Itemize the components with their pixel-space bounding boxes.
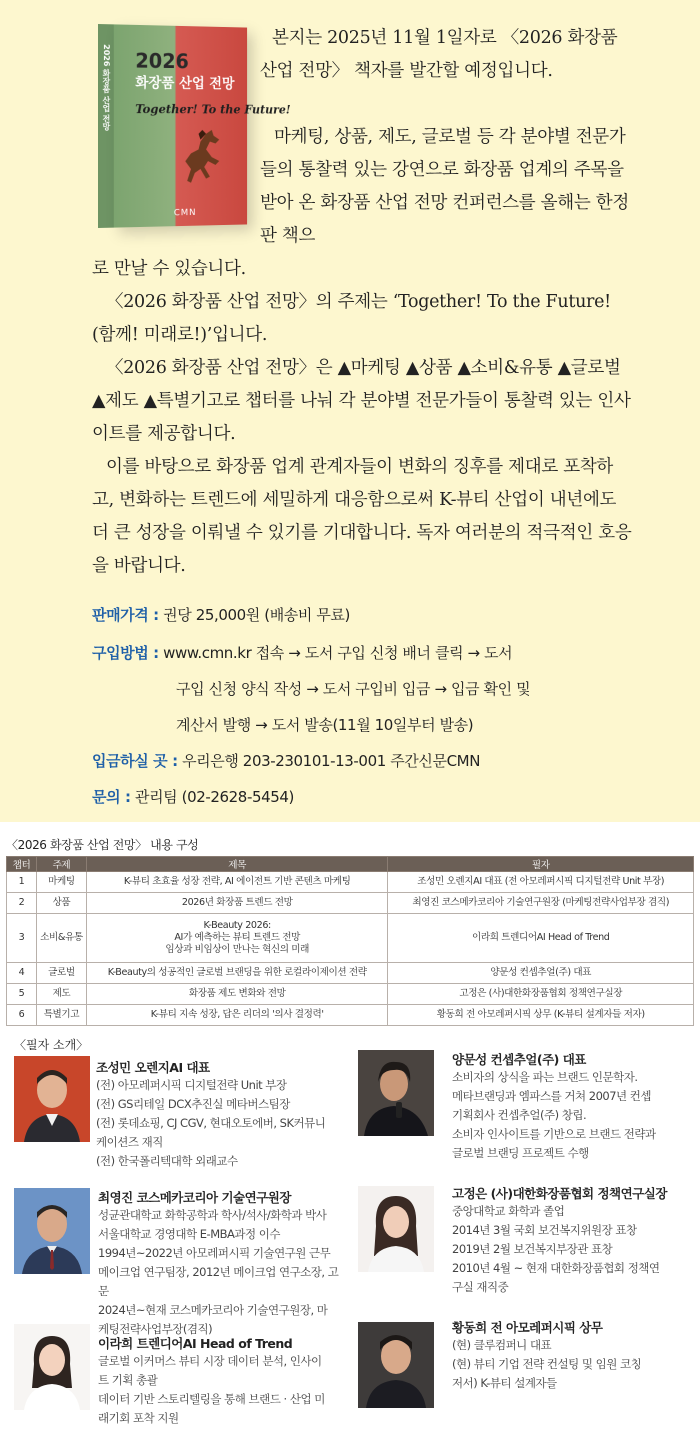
cell-chapter: 4 (7, 963, 37, 984)
author-bio-choi (98, 1206, 348, 1339)
cell-chapter: 3 (7, 914, 37, 963)
method-line-3: 계산서 발행 → 도서 발송(11월 10일부터 발송) (176, 716, 474, 734)
deposit-label: 입금하실 곳 : (92, 752, 178, 770)
cell-title: 2026년 화장품 트렌드 전망 (86, 893, 388, 914)
portrait-icon (14, 1324, 90, 1410)
cell-title: K-Beauty의 성공적인 글로벌 브랜딩을 위한 로컬라이제이션 전략 (86, 963, 388, 984)
bio-line: 구실 재직중 (452, 1280, 509, 1294)
intro-paragraph-3: 〈2026 화장품 산업 전망〉의 주제는 ‘Together! To the Future!(함께! 미래로!)’입니다. (92, 292, 611, 345)
book-brand: CMN (173, 208, 197, 219)
bio-line: 소비자 인사이트를 기반으로 브랜드 전략과 (452, 1127, 656, 1141)
bio-line: 케이션즈 재직 (96, 1135, 163, 1149)
bio-line: 글로벌 이커머스 뷰티 시장 데이터 분석, 인사이 (98, 1354, 322, 1368)
cell-author: 양문성 컨셉추얼(주) 대표 (388, 963, 694, 984)
portrait-icon (358, 1186, 434, 1272)
author-name-hwang: 황동희 전 아모레퍼시픽 상무 (452, 1320, 603, 1335)
bio-line: 2024년~현재 코스메카코리아 기술연구원장, 마 (98, 1303, 328, 1317)
intro-paragraph-2-cont: 로 만날 수 있습니다. (92, 259, 246, 279)
table-row (7, 984, 694, 1005)
author-bio-hwang (452, 1336, 696, 1393)
contents-table (6, 856, 694, 1026)
contact-label: 문의 : (92, 788, 131, 806)
book-title: 화장품 산업 전망 (135, 75, 235, 93)
cell-topic: 특별기고 (36, 1005, 86, 1026)
cell-chapter: 5 (7, 984, 37, 1005)
authors-section-title: 〈필자 소개〉 (14, 1038, 89, 1052)
book-year: 2026 (135, 48, 189, 74)
intro-paragraph-2: 마케팅, 상품, 제도, 글로벌 등 각 분야별 전문가들의 통찰력 있는 강연으로 화장품 업계의 주목을 받아 온 화장품 산업 전망 컨퍼런스를 올해는 한정판 책으 (260, 127, 629, 246)
bio-line: (현) 클루컴퍼니 대표 (452, 1338, 552, 1352)
bio-line: 글로벌 브랜딩 프로젝트 수행 (452, 1146, 589, 1160)
bio-line: 중앙대학교 화학과 졸업 (452, 1204, 565, 1218)
book-slogan: Together! To the Future! (135, 102, 291, 117)
intro-paragraph-1: 본지는 2025년 11월 1일자로 〈2026 화장품 산업 전망〉 책자를 발간할 예정입니다. (260, 28, 618, 81)
bio-line: (전) GS리테일 DCX추진실 메타버스팀장 (96, 1097, 290, 1111)
header-author: 필자 (388, 857, 694, 872)
portrait-icon (358, 1322, 434, 1408)
cell-topic: 소비&유통 (36, 914, 86, 963)
author-bio-lee (98, 1352, 348, 1428)
portrait-icon (14, 1188, 90, 1274)
method-line-1: www.cmn.kr 접속 → 도서 구입 신청 배너 클릭 → 도서 (163, 644, 513, 662)
cell-title-line: K-Beauty 2026: (203, 920, 271, 931)
author-bio-cho (96, 1076, 346, 1171)
bio-line: (전) 롯데쇼핑, CJ CGV, 현대오토에버, SK커뮤니 (96, 1116, 326, 1130)
bio-line: 데이터 기반 스토리텔링을 통해 브랜드 · 산업 미 (98, 1392, 325, 1406)
bio-line: 래기회 포착 지원 (98, 1411, 179, 1425)
method-label: 구입방법 : (92, 644, 159, 662)
cell-author: 최영진 코스메카코리아 기술연구원장 (마케팅전략사업부장 겸직) (388, 893, 694, 914)
cell-topic: 글로벌 (36, 963, 86, 984)
header-title: 제목 (86, 857, 388, 872)
author-bio-go (452, 1202, 696, 1297)
deposit-row (92, 750, 632, 771)
header-chapter: 챕터 (7, 857, 37, 872)
bio-line: 소비자의 상식을 파는 브랜드 인문학자. (452, 1070, 638, 1084)
contact-value: 관리팀 (02-2628-5454) (134, 788, 294, 806)
price-value: 권당 25,000원 (배송비 무료) (163, 606, 350, 624)
bio-line: (현) 뷰티 기업 전략 컨설팅 및 임원 코칭 (452, 1357, 642, 1371)
cell-author: 황동희 전 아모레퍼시픽 상무 (K-뷰티 설계자들 저자) (388, 1005, 694, 1026)
cell-author: 고정은 (사)대한화장품협회 정책연구실장 (388, 984, 694, 1005)
book-cover (114, 24, 291, 227)
book-spine (98, 24, 114, 228)
table-row (7, 963, 694, 984)
cell-title (86, 914, 388, 963)
author-name-go: 고정은 (사)대한화장품협회 정책연구실장 (452, 1186, 667, 1201)
cell-chapter: 2 (7, 893, 37, 914)
book-cover-image (98, 24, 291, 228)
author-photo-yang (358, 1050, 434, 1136)
intro-paragraph-5: 이를 바탕으로 화장품 업계 관계자들이 변화의 징후를 제대로 포착하고, 변화하는 트렌드에 세밀하게 대응함으로써 K-뷰티 산업이 내년에도 더 큰 성장을 이뤄낼 수 있기를 기대합니다. 독자 여러분의 적극적인 호응을 바랍니다. (92, 457, 632, 576)
bio-line: 트 기획 총괄 (98, 1373, 158, 1387)
cell-topic: 마케팅 (36, 872, 86, 893)
horse-icon (178, 128, 227, 187)
table-row (7, 914, 694, 963)
method-line-2: 구입 신청 양식 작성 → 도서 구입비 입금 → 입금 확인 및 (176, 680, 531, 698)
price-label: 판매가격 : (92, 606, 159, 624)
cell-chapter: 1 (7, 872, 37, 893)
bio-line: 2019년 2월 보건복지부장관 표창 (452, 1242, 613, 1256)
method-row (92, 642, 632, 663)
cell-author: 이라희 트렌디어AI Head of Trend (388, 914, 694, 963)
price-row (92, 604, 632, 625)
bio-line: (전) 아모레퍼시픽 디지털전략 Unit 부장 (96, 1078, 287, 1092)
table-row (7, 872, 694, 893)
author-photo-choi (14, 1188, 90, 1274)
cell-chapter: 6 (7, 1005, 37, 1026)
cell-author: 조성민 오렌지AI 대표 (전 아모레퍼시픽 디지털전략 Unit 부장) (388, 872, 694, 893)
header-topic: 주제 (36, 857, 86, 872)
bio-line: 2014년 3월 국회 보건복지위원장 표창 (452, 1223, 637, 1237)
table-caption: 〈2026 화장품 산업 전망〉 내용 구성 (6, 838, 199, 852)
cell-title-line: AI가 예측하는 뷰티 트렌드 전망 (174, 932, 300, 943)
author-photo-hwang (358, 1322, 434, 1408)
portrait-icon (14, 1056, 90, 1142)
author-bio-yang (452, 1068, 696, 1163)
bio-line: 저서) K-뷰티 설계자들 (452, 1376, 557, 1390)
cell-topic: 상품 (36, 893, 86, 914)
bio-line: 케팅전략사업부장(겸직) (98, 1322, 213, 1336)
author-photo-go (358, 1186, 434, 1272)
bio-line: 메이크업 연구팀장, 2012년 메이크업 연구소장, 고문 (98, 1265, 339, 1298)
cell-topic: 제도 (36, 984, 86, 1005)
cell-title-line: 임상과 비임상이 만나는 혁신의 미래 (165, 944, 309, 955)
bio-line: 성균관대학교 화학공학과 학사/석사/화학과 박사 (98, 1208, 327, 1222)
table-row (7, 1005, 694, 1026)
portrait-icon (358, 1050, 434, 1136)
author-name-choi: 최영진 코스메카코리아 기술연구원장 (98, 1190, 291, 1205)
cell-title: K-뷰티 지속 성장, 답은 리더의 '의사 결정력' (86, 1005, 388, 1026)
deposit-value: 우리은행 203-230101-13-001 주간신문CMN (182, 752, 481, 770)
author-name-cho: 조성민 오렌지AI 대표 (96, 1060, 210, 1075)
cell-title: 화장품 제도 변화와 전망 (86, 984, 388, 1005)
bio-line: (전) 한국폴리텍대학 외래교수 (96, 1154, 238, 1168)
author-photo-lee (14, 1324, 90, 1410)
bio-line: 기획회사 컨셉추얼(주) 창립. (452, 1108, 587, 1122)
bio-line: 서울대학교 경영대학 E-MBA과정 이수 (98, 1227, 280, 1241)
bio-line: 1994년~2022년 아모레퍼시픽 기술연구원 근무 (98, 1246, 331, 1260)
author-name-yang: 양문성 컨셉추얼(주) 대표 (452, 1052, 586, 1067)
intro-paragraph-4: 〈2026 화장품 산업 전망〉은 ▲마케팅 ▲상품 ▲소비&유통 ▲글로벌 ▲제도 ▲특별기고로 챕터를 나눠 각 분야별 전문가들이 통찰력 있는 인사이트를 제공합니다. (92, 358, 631, 444)
bio-line: 메타브랜딩과 엠파스를 거쳐 2007년 컨셉 (452, 1089, 652, 1103)
contact-row (92, 786, 632, 807)
book-spine-text: 2026 화장품 산업 전망 (101, 44, 111, 131)
bio-line: 2010년 4월 ~ 현재 대한화장품협회 정책연 (452, 1261, 660, 1275)
table-row (7, 893, 694, 914)
author-name-lee: 이라희 트렌디어AI Head of Trend (98, 1336, 293, 1351)
author-photo-cho (14, 1056, 90, 1142)
table-header-row (7, 857, 694, 872)
cell-title: K-뷰티 초효율 성장 전략, AI 에이전트 기반 콘텐츠 마케팅 (86, 872, 388, 893)
